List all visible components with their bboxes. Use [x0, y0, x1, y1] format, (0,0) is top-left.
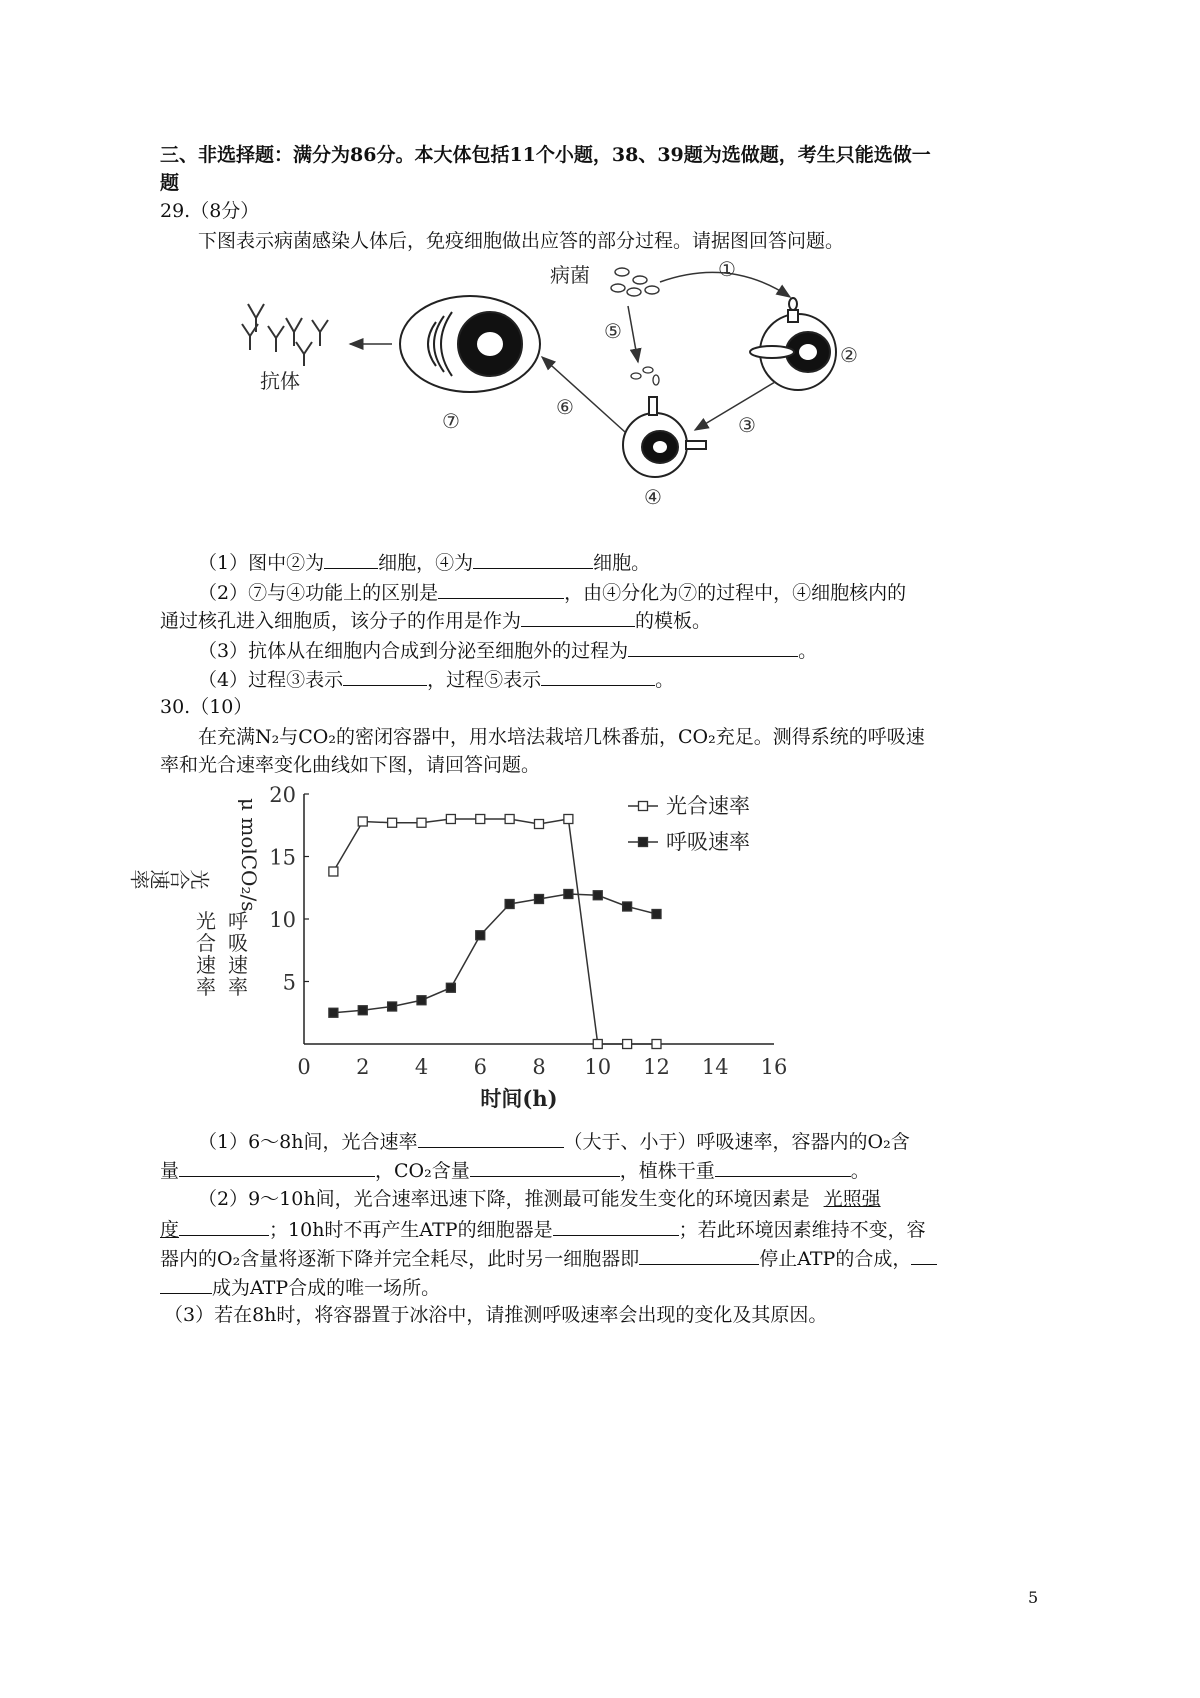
- blank-29-4a[interactable]: [343, 665, 427, 686]
- y-tick-label: 15: [269, 845, 296, 870]
- q29-number: 29.（8分）: [160, 200, 260, 222]
- antibodies: [242, 304, 328, 366]
- data-point-2: [329, 1008, 338, 1017]
- arrow-process-5: [628, 306, 638, 362]
- y-tick-label: 20: [269, 783, 296, 807]
- y-axis-label-photosynthesis-text: 光合速率: [196, 909, 216, 999]
- blank-29-4b[interactable]: [541, 665, 655, 686]
- legend-marker-2: [639, 838, 648, 847]
- data-point-1: [564, 815, 573, 824]
- y-tick-label: 10: [269, 908, 296, 932]
- q30-sub2-line3: 器内的O₂含量将逐渐下降并完全耗尽，此时另一细胞器即 停止ATP的合成，: [160, 1244, 937, 1272]
- q29-sub2-line1: （2）⑦与④功能上的区别是 ，由④分化为⑦的过程中，④细胞核内的: [198, 578, 906, 606]
- q29-sub3: （3）抗体从在细胞内合成到分泌至细胞外的过程为 。: [198, 636, 817, 664]
- cell-4: [623, 397, 706, 477]
- cell-2: [750, 298, 836, 390]
- blank-29-2b[interactable]: [521, 606, 635, 627]
- data-point-1: [652, 1040, 661, 1049]
- immune-response-diagram: [220, 252, 858, 524]
- data-point-1: [535, 820, 544, 829]
- data-point-1: [388, 818, 397, 827]
- q30-sub2-line2: 度 ；10h时不再产生ATP的细胞器是 ；若此环境因素维持不变，容: [160, 1215, 926, 1243]
- section-header-line1: 三、非选择题：满分为86分。本大体包括11个小题，38、39题为选做题，考生只能选做一: [160, 144, 931, 166]
- legend-label-1: 光合速率: [666, 794, 750, 818]
- q29-sub1: （1）图中②为 细胞，④为 细胞。: [198, 548, 650, 576]
- blank-29-1a[interactable]: [324, 548, 378, 569]
- label-4: ④: [644, 485, 662, 509]
- blank-30-2c[interactable]: [639, 1244, 759, 1265]
- q30-stem-line2: 率和光合速率变化曲线如下图，请回答问题。: [160, 754, 541, 776]
- chart-legend: [628, 794, 750, 854]
- y-tick-label: 5: [282, 970, 296, 995]
- data-point-2: [623, 902, 632, 911]
- blank-29-3[interactable]: [628, 636, 798, 657]
- blank-30-1d[interactable]: [715, 1156, 851, 1177]
- data-point-1: [505, 815, 514, 824]
- x-tick-label: 16: [760, 1055, 788, 1079]
- label-2: ②: [840, 343, 858, 367]
- arrow-process-6: [542, 357, 625, 432]
- q29-sub4: （4）过程③表示 ，过程⑤表示 。: [198, 665, 674, 693]
- q29-sub2-line2: 通过核孔进入细胞质，该分子的作用是作为 的模板。: [160, 606, 711, 634]
- blank-29-2a[interactable]: [438, 578, 564, 599]
- blank-30-1c[interactable]: [470, 1156, 620, 1177]
- y-axis-label-photosynthesis: [196, 909, 216, 999]
- legend-label-2: 呼吸速率: [666, 830, 750, 854]
- x-tick-label: 6: [473, 1055, 487, 1079]
- x-tick-label: 8: [532, 1055, 546, 1079]
- bacteria-small: [631, 367, 659, 385]
- q30-sub1-line2: 量 ，CO₂含量 ，植株干重 。: [160, 1156, 870, 1184]
- q30-sub2-line1: （2）9～10h间，光合速率迅速下降，推测最可能发生变化的环境因素是 光照强: [198, 1188, 881, 1210]
- data-point-2: [564, 890, 573, 899]
- q29-stem: 下图表示病菌感染人体后，免疫细胞做出应答的部分过程。请据图回答问题。: [198, 230, 845, 252]
- data-point-2: [476, 931, 485, 940]
- rate-chart: [130, 778, 820, 1118]
- blank-30-2d-start[interactable]: [911, 1244, 937, 1265]
- data-point-1: [593, 1040, 602, 1049]
- blank-30-1b[interactable]: [179, 1156, 375, 1177]
- data-point-2: [358, 1006, 367, 1015]
- label-7: ⑦: [442, 409, 460, 433]
- data-point-2: [505, 900, 514, 909]
- data-point-1: [446, 815, 455, 824]
- q30-number: 30.（10）: [160, 696, 253, 718]
- series-line-2: [333, 894, 656, 1013]
- x-tick-label: 4: [414, 1055, 429, 1079]
- y-axis-unit: μ molCO₂/s: [237, 798, 261, 912]
- x-tick-label: 12: [643, 1055, 670, 1079]
- data-point-2: [652, 910, 661, 919]
- label-1: ①: [718, 257, 736, 281]
- y-axis-label-1: 光合速率: [130, 866, 210, 890]
- label-5: ⑤: [604, 319, 622, 343]
- y-axis-label-respiration: [228, 909, 248, 999]
- data-point-2: [535, 895, 544, 904]
- q30-sub1-line1: （1）6～8h间，光合速率 （大于、小于）呼吸速率，容器内的O₂含: [198, 1127, 910, 1155]
- blank-30-2d-end[interactable]: [160, 1273, 212, 1294]
- q30-sub3: （3）若在8h时，将容器置于冰浴中，请推测呼吸速率会出现的变化及其原因。: [164, 1304, 828, 1326]
- blank-30-2a[interactable]: [179, 1215, 269, 1236]
- label-bacteria: 病菌: [550, 263, 590, 287]
- data-point-2: [388, 1002, 397, 1011]
- x-axis-label: 时间(h): [480, 1086, 558, 1111]
- answer-light-1: 光照强: [823, 1188, 881, 1210]
- label-6: ⑥: [556, 395, 574, 419]
- x-tick-label: 10: [584, 1055, 612, 1079]
- page-number: 5: [1028, 1588, 1039, 1607]
- arrow-process-3: [695, 382, 775, 430]
- data-point-1: [329, 867, 338, 876]
- data-point-1: [623, 1040, 632, 1049]
- data-point-1: [358, 817, 367, 826]
- data-point-1: [476, 815, 485, 824]
- bacteria-group: [611, 268, 659, 296]
- q30-stem-line1: 在充满N₂与CO₂的密闭容器中，用水培法栽培几株番茄，CO₂充足。测得系统的呼吸速: [198, 726, 925, 748]
- blank-29-1b[interactable]: [473, 548, 593, 569]
- data-point-2: [593, 891, 602, 900]
- x-tick-label: 2: [356, 1055, 370, 1079]
- data-point-2: [417, 996, 426, 1005]
- blank-30-2b[interactable]: [553, 1215, 679, 1236]
- x-tick-label: 14: [701, 1055, 729, 1079]
- cell-7: [400, 296, 540, 392]
- x-tick-label: 0: [297, 1055, 311, 1079]
- label-antibody: 抗体: [260, 369, 300, 393]
- data-point-2: [446, 983, 455, 992]
- blank-30-1a[interactable]: [418, 1127, 564, 1148]
- y-axis-label-respiration-text: 呼吸速率: [228, 909, 248, 999]
- series-line-1: [333, 819, 656, 1044]
- answer-light-2: 度: [160, 1219, 180, 1241]
- legend-marker-1: [639, 802, 648, 811]
- section-header-line2: 题: [160, 172, 180, 194]
- data-point-1: [417, 818, 426, 827]
- chart-series: [329, 815, 661, 1049]
- label-3: ③: [738, 413, 756, 437]
- q30-sub2-line4: 成为ATP合成的唯一场所。: [160, 1273, 440, 1301]
